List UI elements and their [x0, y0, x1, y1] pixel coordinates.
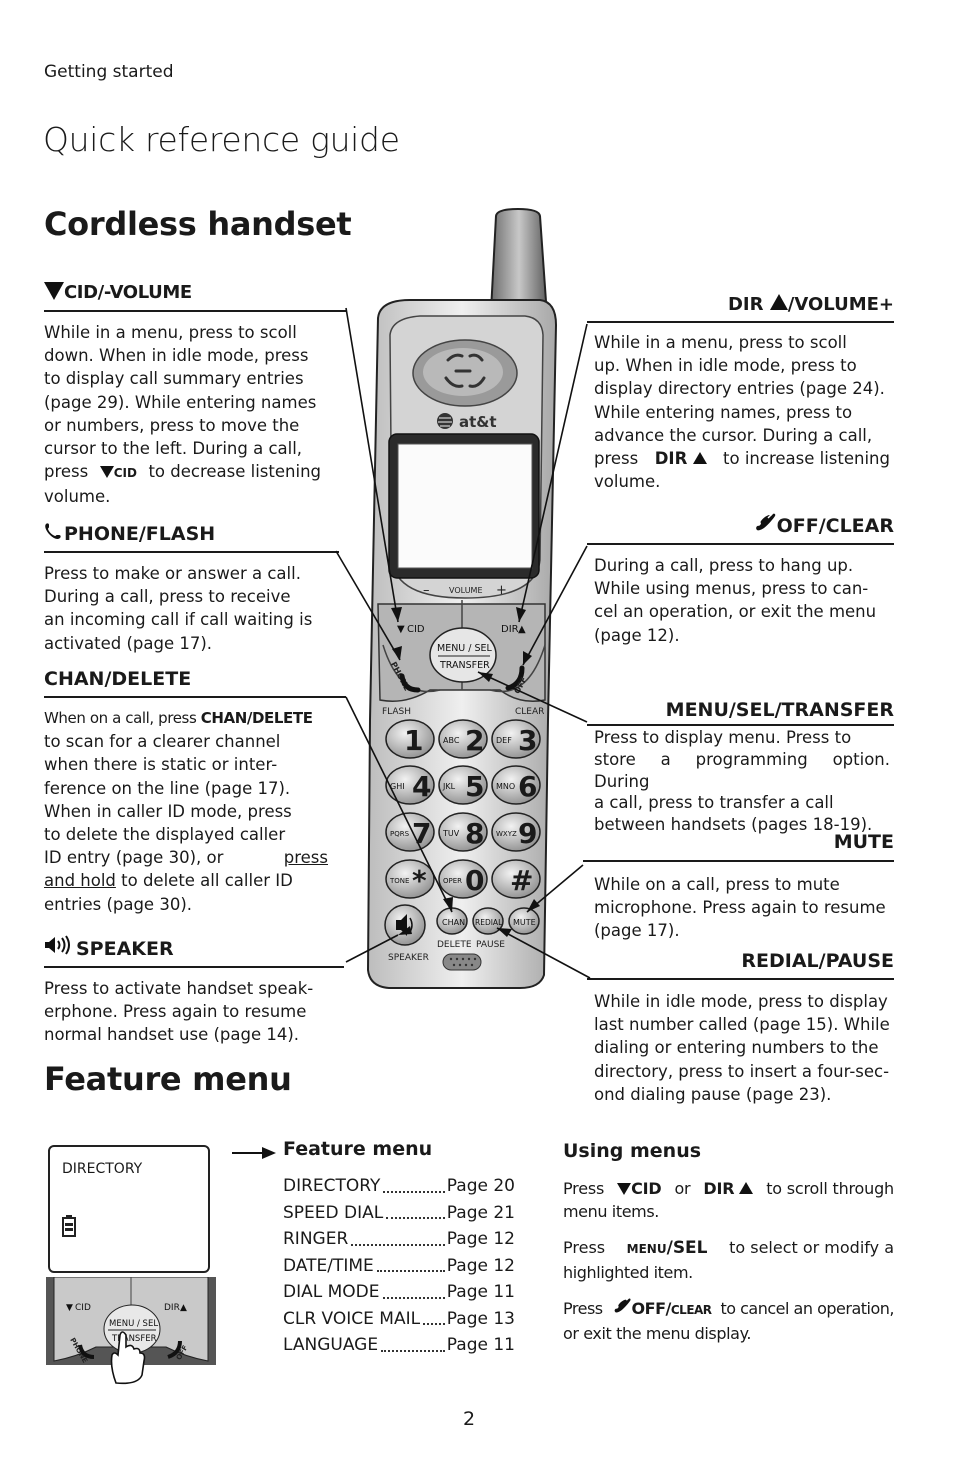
- keypad-key: [492, 860, 540, 898]
- svg-text:5: 5: [465, 770, 485, 803]
- svg-text:FLASH: FLASH: [382, 707, 412, 717]
- keypad-key: [386, 860, 434, 898]
- keypad-key: [439, 860, 487, 898]
- svg-text:MENU / SEL: MENU / SEL: [437, 643, 492, 654]
- redial-heading: REDIAL/PAUSE: [741, 950, 894, 972]
- svg-text:VOLUME: VOLUME: [449, 586, 483, 595]
- svg-text:3: 3: [518, 724, 538, 757]
- feature-menu-item: LANGUAGE Page 11: [283, 1332, 515, 1359]
- svg-text:#: #: [510, 864, 534, 897]
- svg-text:▼: ▼: [66, 1303, 73, 1313]
- feature-menu-item: DIAL MODE Page 11: [283, 1279, 515, 1306]
- svg-text:MUTE: MUTE: [513, 918, 536, 927]
- svg-text:CLEAR: CLEAR: [515, 707, 545, 717]
- keypad-key: [386, 766, 434, 804]
- svg-text:*: *: [412, 864, 427, 897]
- svg-text:MNO: MNO: [496, 782, 516, 791]
- svg-text:DIR: DIR: [501, 624, 519, 635]
- svg-text:DELETE: DELETE: [437, 940, 472, 950]
- svg-text:▼: ▼: [397, 624, 405, 635]
- svg-text:MENU / SEL: MENU / SEL: [109, 1319, 159, 1329]
- up-triangle-icon: [739, 1182, 753, 1194]
- speaker-icon: [44, 935, 76, 960]
- mini-nav-illustration: [46, 1277, 218, 1387]
- svg-text:OFF: OFF: [174, 1344, 190, 1362]
- svg-text:PHONE: PHONE: [388, 660, 412, 693]
- svg-text:1: 1: [404, 724, 424, 757]
- phone-flash-section: PHONE/FLASH Press to make or answer a call. During a call, press to receive an incoming call if call waiting is activated (page 17).: [44, 522, 339, 655]
- feature-menu-list: [283, 1138, 515, 1359]
- feature-menu-heading: Feature menu: [283, 1138, 433, 1160]
- svg-text:TONE: TONE: [390, 877, 410, 885]
- battery-icon: [62, 1215, 76, 1237]
- feature-heading: Feature menu: [44, 1060, 292, 1098]
- keypad-key: [439, 766, 487, 804]
- svg-text:OPER: OPER: [443, 877, 463, 885]
- using-menus-heading: Using menus: [563, 1140, 702, 1162]
- redial-section: REDIAL/PAUSE While in idle mode, press to display last number called (page 15). While dialing or entering numbers to the directory, press to insert a four-sec- ond dialing pause (page 23).: [587, 950, 894, 1106]
- svg-text:4: 4: [412, 770, 432, 803]
- feature-menu-item: CLR VOICE MAIL Page 13: [283, 1306, 515, 1333]
- down-triangle-icon: [44, 282, 64, 300]
- screen-text: DIRECTORY: [62, 1161, 143, 1177]
- hang-up-icon: [751, 512, 777, 537]
- speaker-section: SPEAKER Press to activate handset speak- erphone. Press again to resume normal handset use (page 14).: [44, 935, 344, 1047]
- svg-text:GHI: GHI: [390, 782, 405, 791]
- keypad-key: [492, 720, 540, 758]
- keypad-key: [386, 813, 434, 851]
- svg-text:SPEAKER: SPEAKER: [388, 953, 429, 963]
- down-triangle-icon: [100, 466, 114, 478]
- svg-text:+: +: [496, 583, 507, 598]
- svg-text:CID: CID: [407, 624, 425, 635]
- svg-text:▲: ▲: [518, 624, 526, 635]
- svg-text:–: –: [423, 583, 430, 598]
- svg-text:TRANSFER: TRANSFER: [440, 660, 490, 671]
- svg-text:WXYZ: WXYZ: [496, 830, 517, 838]
- keypad-key: [439, 813, 487, 851]
- svg-text:TRANSFER: TRANSFER: [112, 1334, 157, 1344]
- svg-text:DEF: DEF: [496, 736, 512, 745]
- speaker-heading: SPEAKER: [44, 935, 344, 960]
- keypad-key: [492, 766, 540, 804]
- handset-illustration: [330, 200, 590, 1000]
- keypad-key: [386, 720, 434, 758]
- feature-menu-item: SPEED DIAL Page 21: [283, 1200, 515, 1227]
- feature-menu-item: DIRECTORY Page 20: [283, 1173, 515, 1200]
- hang-up-icon: [612, 1297, 632, 1314]
- menu-sel-heading: MENU/SEL/TRANSFER: [665, 699, 894, 721]
- svg-text:DIR: DIR: [164, 1303, 180, 1313]
- chan-delete-section: CHAN/DELETE When on a call, press CHAN/DELETE to scan for a clearer channel when there is static or inter- ference on the line (page 17). When in caller ID mode, press to delete the displayed caller ID entry (page 30), or press and hold to delete all caller ID entries (page 30).: [44, 668, 346, 916]
- svg-text:8: 8: [465, 817, 485, 850]
- svg-text:JKL: JKL: [443, 782, 456, 791]
- svg-text:9: 9: [518, 817, 538, 850]
- svg-text:6: 6: [518, 770, 538, 803]
- dir-volume-heading: DIR /VOLUME+: [727, 294, 894, 315]
- svg-text:▲: ▲: [180, 1303, 187, 1313]
- svg-text:ABC: ABC: [443, 736, 460, 745]
- cid-volume-section: [44, 282, 346, 509]
- feature-menu-item: DATE/TIME Page 12: [283, 1253, 515, 1280]
- svg-text:CID: CID: [75, 1303, 91, 1313]
- page-number: 2: [463, 1408, 476, 1430]
- svg-text:TUV: TUV: [443, 829, 460, 838]
- svg-text:0: 0: [465, 864, 485, 897]
- mute-heading: MUTE: [833, 831, 894, 853]
- menu-sel-section: MENU/SEL/TRANSFER Press to display menu. Press to store a programming option. During a call, press to transfer a call between handsets (pages 18-19).: [587, 699, 894, 836]
- svg-text:OFF: OFF: [512, 675, 529, 696]
- mute-section: MUTE While on a call, press to mute microphone. Press again to resume (page 17).: [583, 831, 894, 943]
- brand-label: at&t: [459, 413, 497, 431]
- svg-text:PHONE: PHONE: [68, 1336, 89, 1365]
- svg-text:PAUSE: PAUSE: [476, 940, 505, 950]
- keypad-key: [492, 813, 540, 851]
- keypad-key: [439, 720, 487, 758]
- dir-volume-section: DIR /VOLUME+ While in a menu, press to scoll up. When in idle mode, press to display directory entries (page 24). While entering names, press to advance the cursor. During a call, press DIR to increase listening volume.: [587, 294, 894, 493]
- up-triangle-icon: [693, 452, 707, 464]
- up-triangle-icon: [770, 294, 788, 310]
- down-triangle-icon: [617, 1183, 631, 1195]
- off-clear-section: OFF/CLEAR During a call, press to hang up. While using menus, press to can- cel an operation, or exit the menu (page 12).: [587, 512, 894, 647]
- page-title: Quick reference guide: [43, 120, 400, 159]
- svg-text:2: 2: [465, 724, 485, 757]
- running-header: Getting started: [44, 62, 174, 82]
- chan-delete-heading: CHAN/DELETE: [44, 668, 192, 690]
- feature-screen: [48, 1145, 210, 1273]
- svg-text:CHAN: CHAN: [442, 918, 466, 927]
- svg-text:REDIAL: REDIAL: [475, 918, 503, 927]
- cid-volume-body: While in a menu, press to scoll down. When in idle mode, press to display call summary entries (page 29). While entering names or numbers, press to move the cursor to the left. During a call, press CID to decrease listening volume.: [44, 323, 321, 507]
- svg-text:7: 7: [412, 817, 432, 850]
- svg-text:PQRS: PQRS: [390, 830, 410, 838]
- feature-menu-item: RINGER Page 12: [283, 1226, 515, 1253]
- cid-volume-heading: CID/-VOLUME: [44, 282, 346, 303]
- phone-flash-heading: PHONE/FLASH: [44, 522, 339, 545]
- arrow-right-icon: [232, 1145, 278, 1161]
- phone-icon: [44, 522, 64, 545]
- off-clear-heading: OFF/CLEAR: [587, 512, 894, 537]
- cordless-heading: Cordless handset: [44, 205, 352, 243]
- using-menus-section: Using menus Press CID or DIR to scroll through menu items. Press MENU/SEL to select or modify a highlighted item. Press OFF/CLEAR to cancel an operation, or exit the menu display.: [563, 1140, 894, 1343]
